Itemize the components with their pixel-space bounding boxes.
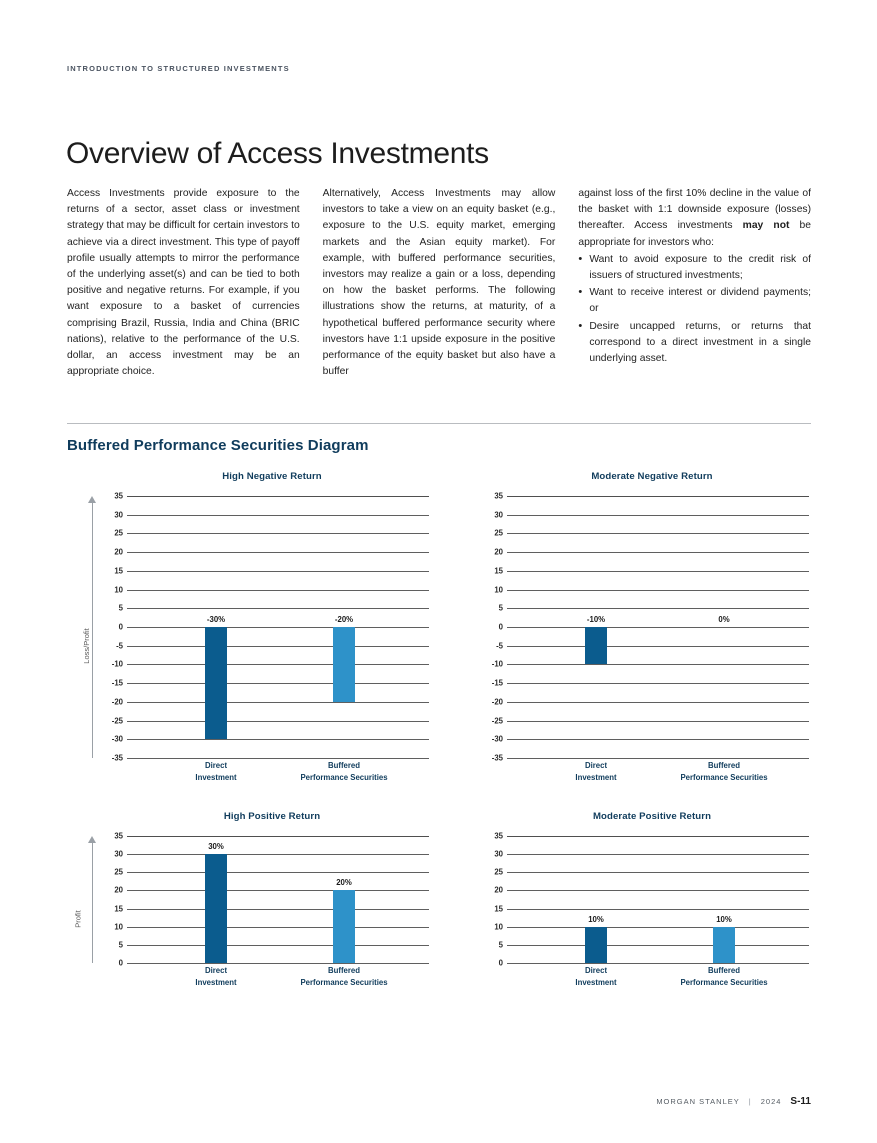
bullet-list bbox=[578, 252, 811, 367]
list-item: • Want to avoid exposure to the credit risk of issuers of structured investments; bbox=[578, 252, 811, 284]
body-column-3 bbox=[578, 186, 811, 380]
grid-line bbox=[127, 758, 429, 759]
page-title: Overview of Access Investments bbox=[66, 137, 489, 171]
y-tick-label: -25 bbox=[491, 716, 503, 726]
y-tick-label: 35 bbox=[114, 831, 123, 841]
bar-value-label: 30% bbox=[208, 842, 224, 852]
body-emphasis: may not bbox=[742, 220, 790, 232]
grid-line bbox=[127, 963, 429, 964]
y-tick-label: 20 bbox=[494, 885, 503, 895]
y-tick-label: 10 bbox=[114, 922, 123, 932]
bars-layer bbox=[507, 496, 827, 758]
y-tick-label: 0 bbox=[498, 958, 503, 968]
category-labels bbox=[507, 965, 827, 999]
bar-value-label: 0% bbox=[718, 615, 730, 624]
y-tick-label: 30 bbox=[114, 849, 123, 859]
y-tick-label: 15 bbox=[114, 566, 123, 576]
body-column-1 bbox=[67, 186, 300, 380]
bar bbox=[585, 627, 607, 664]
chart-high-positive-return bbox=[67, 806, 447, 1011]
chart-title: Moderate Positive Return bbox=[592, 811, 712, 822]
y-axis-arrow-icon bbox=[88, 836, 97, 963]
plot-area bbox=[447, 486, 827, 806]
y-tick-label: 5 bbox=[498, 603, 503, 613]
plot-area bbox=[447, 826, 827, 1011]
chart-high-negative-return bbox=[67, 466, 447, 806]
chart-title: High Negative Return bbox=[222, 471, 322, 482]
category-label: Direct Investment bbox=[575, 966, 617, 987]
bars-layer bbox=[507, 836, 827, 963]
category-label: Direct Investment bbox=[195, 761, 237, 782]
body-paragraph-3-pre: against loss of the first 10% decline in the value of the basket with 1:1 downside exposure (losses) thereafter. Access investments bbox=[578, 188, 812, 232]
y-tick-label: -5 bbox=[116, 641, 123, 651]
y-tick-label: 30 bbox=[494, 849, 503, 859]
category-label: Buffered Performance Securities bbox=[680, 966, 768, 987]
y-tick-label: 5 bbox=[498, 940, 503, 950]
y-tick-label: 5 bbox=[118, 940, 123, 950]
y-tick-label: 15 bbox=[494, 904, 503, 914]
bars-layer bbox=[127, 836, 447, 963]
bar-value-label: 20% bbox=[336, 878, 352, 888]
y-tick-label: 30 bbox=[494, 510, 503, 520]
y-tick-label: 20 bbox=[114, 547, 123, 557]
list-item: • Want to receive interest or dividend payments; or bbox=[578, 285, 811, 317]
y-tick-label: 35 bbox=[494, 491, 503, 501]
chart-title: Moderate Negative Return bbox=[591, 471, 713, 482]
y-tick-label: 0 bbox=[118, 622, 123, 632]
y-tick-label: 20 bbox=[494, 547, 503, 557]
page-footer bbox=[67, 1096, 811, 1107]
grid-line bbox=[507, 963, 809, 964]
y-axis-label: Loss/Profit bbox=[82, 628, 92, 664]
chart-moderate-negative-return bbox=[447, 466, 827, 806]
footer-page-number: S-11 bbox=[790, 1096, 811, 1107]
plot-area bbox=[67, 826, 447, 1011]
y-tick-label: 20 bbox=[114, 885, 123, 895]
bar bbox=[205, 854, 227, 963]
category-labels bbox=[507, 760, 827, 794]
y-tick-label: -10 bbox=[111, 659, 123, 669]
y-axis-arrow-icon bbox=[88, 496, 97, 758]
category-labels bbox=[127, 760, 447, 794]
y-tick-label: -35 bbox=[111, 753, 123, 763]
y-tick-label: -15 bbox=[111, 678, 123, 688]
category-label: Buffered Performance Securities bbox=[300, 761, 388, 782]
plot-area bbox=[67, 486, 447, 806]
y-tick-label: -20 bbox=[111, 697, 123, 707]
y-tick-label: 35 bbox=[494, 831, 503, 841]
bar bbox=[333, 627, 355, 702]
y-tick-label: 25 bbox=[494, 528, 503, 538]
y-tick-label: -10 bbox=[491, 659, 503, 669]
category-label: Buffered Performance Securities bbox=[680, 761, 768, 782]
y-tick-label: 25 bbox=[494, 867, 503, 877]
footer-year: 2024 bbox=[760, 1097, 782, 1106]
y-tick-label: -15 bbox=[491, 678, 503, 688]
chart-moderate-positive-return bbox=[447, 806, 827, 1011]
category-label: Buffered Performance Securities bbox=[300, 966, 388, 987]
bar-value-label: -20% bbox=[334, 615, 354, 624]
body-column-2 bbox=[323, 186, 556, 380]
footer-brand: MORGAN STANLEY bbox=[656, 1097, 740, 1106]
bar bbox=[713, 927, 735, 963]
chart-row-1 bbox=[67, 466, 827, 806]
eyebrow-label: INTRODUCTION TO STRUCTURED INVESTMENTS bbox=[67, 64, 290, 73]
y-tick-label: 15 bbox=[494, 566, 503, 576]
y-tick-label: -35 bbox=[491, 753, 503, 763]
category-labels bbox=[127, 965, 447, 999]
bar bbox=[333, 890, 355, 963]
y-tick-label: 10 bbox=[114, 585, 123, 595]
y-axis-label: Profit bbox=[73, 909, 83, 928]
body-paragraph-2: Alternatively, Access Investments may allow investors to take a view on an equity basket (e.g., exposure to the U.S. equity market, emerging markets and the Asian equity market). For example, with buffered performance securities, investors may realize a gain or a loss, depending on how the basket performs. The following illustrations show the returns, at maturity, of a hypothetical buffered performance security where investors have 1:1 upside exposure in the positive performance of the equity basket but also have a buffer bbox=[322, 188, 556, 378]
list-item: • Desire uncapped returns, or returns that correspond to a direct investment in a single underlying asset. bbox=[578, 319, 811, 368]
y-tick-label: 25 bbox=[114, 867, 123, 877]
body-paragraph-3 bbox=[578, 186, 811, 251]
category-label: Direct Investment bbox=[195, 966, 237, 987]
bar-value-label: 10% bbox=[716, 914, 732, 924]
bar-value-label: -30% bbox=[206, 615, 226, 624]
body-paragraph-3-post: be appropriate for investors who: bbox=[578, 220, 812, 248]
y-tick-label: -30 bbox=[491, 734, 503, 744]
grid-line bbox=[507, 758, 809, 759]
y-tick-label: -5 bbox=[496, 641, 503, 651]
bar bbox=[205, 627, 227, 739]
bar bbox=[585, 927, 607, 963]
y-tick-label: 0 bbox=[498, 622, 503, 632]
footer-separator: | bbox=[748, 1097, 752, 1106]
bar-value-label: -10% bbox=[586, 615, 606, 624]
bar-value-label: 10% bbox=[588, 914, 604, 924]
y-tick-label: 30 bbox=[114, 510, 123, 520]
y-tick-label: 10 bbox=[494, 585, 503, 595]
y-tick-label: 35 bbox=[114, 491, 123, 501]
y-tick-label: 15 bbox=[114, 904, 123, 914]
y-tick-label: 5 bbox=[118, 603, 123, 613]
chart-row-2 bbox=[67, 806, 827, 1011]
body-columns bbox=[67, 186, 811, 380]
y-tick-label: 10 bbox=[494, 922, 503, 932]
section-title: Buffered Performance Securities Diagram bbox=[67, 437, 369, 454]
charts-grid bbox=[67, 466, 827, 1011]
chart-title: High Positive Return bbox=[223, 811, 321, 822]
bars-layer bbox=[127, 496, 447, 758]
y-tick-label: -20 bbox=[491, 697, 503, 707]
y-tick-label: 25 bbox=[114, 528, 123, 538]
section-divider bbox=[67, 423, 811, 424]
y-tick-label: 0 bbox=[118, 958, 123, 968]
category-label: Direct Investment bbox=[575, 761, 617, 782]
y-tick-label: -25 bbox=[111, 716, 123, 726]
y-tick-label: -30 bbox=[111, 734, 123, 744]
body-paragraph-1: Access Investments provide exposure to the returns of a sector, asset class or investment strategy that may be difficult for certain investors to achieve via a direct investment. This type of payoff profile usually attempts to mirror the performance of the underlying asset(s) and can be tied to both positive and negative returns. For example, if you want exposure to a basket of currencies comprising Brazil, Russia, India and China (BRIC nations), relative to the performance of the U.S. dollar, an access investment may be an appropriate choice. bbox=[67, 188, 300, 378]
